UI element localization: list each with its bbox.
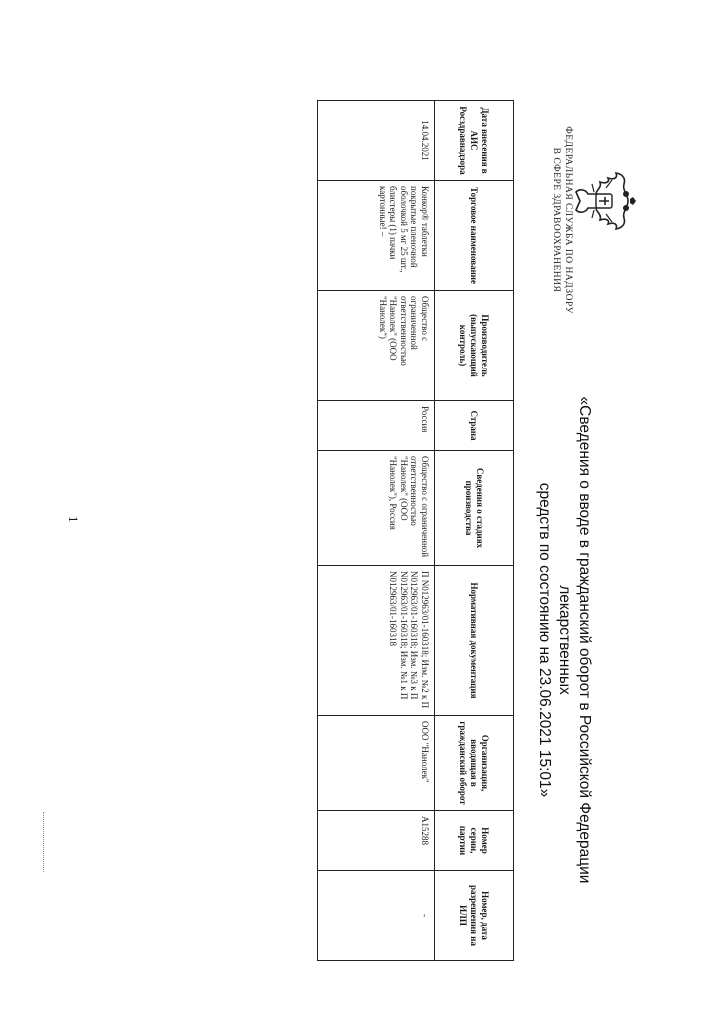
column-header-stages: Сведения о стадиях производства	[435, 451, 514, 566]
drug-registry-table	[317, 100, 514, 961]
column-header-manufacturer: Производитель (выпускающий контроль)	[435, 291, 514, 401]
column-header-normative-doc: Нормативная документация	[435, 566, 514, 716]
double-headed-eagle-emblem-icon	[570, 170, 636, 232]
cell-batch: A15288	[318, 811, 435, 871]
cell-manufacturer: Общество с ограниченной ответственностью "Нанолек" (ООО "Нанолек")	[318, 291, 435, 401]
column-header-permit: Номер, дата разрешения на ИЛП	[435, 871, 514, 961]
column-header-organization: Организация, вводящая в гражданский оборот	[435, 716, 514, 811]
column-header-batch: Номер серии, партии	[435, 811, 514, 871]
agency-name-line-2: В СФЕРЕ ЗДРАВООХРАНЕНИЯ	[551, 147, 561, 293]
column-header-country: Страна	[435, 401, 514, 451]
agency-name	[550, 110, 574, 330]
table-row	[318, 101, 435, 961]
document-title-line-1: «Сведения о вводе в гражданский оборот в Российской Федерации лекарственных	[556, 396, 593, 884]
cell-organization: ООО "Нанолек"	[318, 716, 435, 811]
document-title-line-2: средств по состоянию на 23.06.2021 15:01»	[536, 482, 553, 798]
cell-trade-name: Конкор® таблетки покрытые пленочной оболочкой 5 мг 25 шт., блистеры (1) пачки картонные! –	[318, 181, 435, 291]
cell-country: Россия	[318, 401, 435, 451]
agency-name-line-1: ФЕДЕРАЛЬНАЯ СЛУЖБА ПО НАДЗОРУ	[563, 126, 573, 314]
document-title	[534, 340, 594, 940]
cell-permit: -	[318, 871, 435, 961]
column-header-date: Дата внесения в АИС Росздравнадзора	[435, 101, 514, 181]
column-header-trade-name: Торговое наименование	[435, 181, 514, 291]
table-header-row	[435, 101, 514, 961]
margin-dotted-mark	[43, 812, 44, 872]
cell-stages: Общество с ограниченной ответственностью "Нанолек" (ООО "Нанолек"), Россия	[318, 451, 435, 566]
page-number: 1	[66, 516, 81, 523]
cell-date: 14.04.2021	[318, 101, 435, 181]
cell-normative-doc: П N012963/01-160318; Изм. №2 к П N012963/01-160318; Изм. №3 к П N012963/01-160318; Изм. №1 к П N012963/01-160318	[318, 566, 435, 716]
